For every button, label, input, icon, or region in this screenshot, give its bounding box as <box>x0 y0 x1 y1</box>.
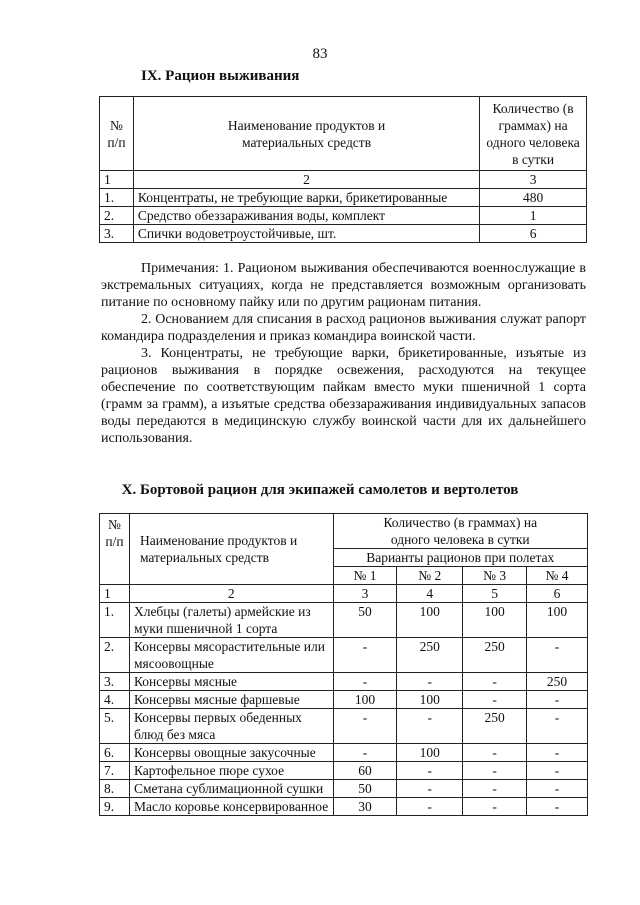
row-value: - <box>463 691 527 709</box>
header-variant-3: № 3 <box>463 567 527 585</box>
survival-ration-table <box>99 96 587 243</box>
row-num: 4. <box>100 691 130 709</box>
row-value: - <box>397 709 463 744</box>
row-value: - <box>463 798 527 816</box>
onboard-ration-table <box>99 513 588 816</box>
table-row <box>100 762 588 780</box>
row-num: 7. <box>100 762 130 780</box>
row-name: Хлебцы (галеты) армейские из муки пшеничной 1 сорта <box>129 603 333 638</box>
table-row <box>100 691 588 709</box>
row-value: - <box>397 780 463 798</box>
row-value: - <box>527 709 588 744</box>
col-number: 1 <box>100 171 134 189</box>
row-value: - <box>463 762 527 780</box>
row-num: 1. <box>100 189 134 207</box>
row-num: 6. <box>100 744 130 762</box>
row-value: 60 <box>333 762 397 780</box>
row-num: 3. <box>100 673 130 691</box>
col-number: 4 <box>397 585 463 603</box>
table-row <box>100 189 587 207</box>
header-name: Наименование продуктов и материальных средств <box>133 97 479 171</box>
header-variant-4: № 4 <box>527 567 588 585</box>
table-row <box>100 638 588 673</box>
table-row <box>100 798 588 816</box>
header-variant-2: № 2 <box>397 567 463 585</box>
row-value: - <box>527 638 588 673</box>
row-name: Сметана сублимационной сушки <box>129 780 333 798</box>
row-value: 250 <box>397 638 463 673</box>
row-name: Картофельное пюре сухое <box>129 762 333 780</box>
table-row <box>100 207 587 225</box>
row-value: - <box>333 673 397 691</box>
row-value: 100 <box>463 603 527 638</box>
row-num: 1. <box>100 603 130 638</box>
row-value: 100 <box>397 603 463 638</box>
row-name: Масло коровье консервированное <box>129 798 333 816</box>
row-value: 250 <box>463 638 527 673</box>
row-value: 50 <box>333 603 397 638</box>
row-value: 100 <box>333 691 397 709</box>
row-value: 30 <box>333 798 397 816</box>
col-number: 6 <box>527 585 588 603</box>
table-header-row <box>100 97 587 171</box>
note-1: Примечания: 1. Рационом выживания обеспечиваются военнослужащие в экстремальных ситуациях, когда не представляется возможным организовать питание по основному пайку или по другим рационам питания. <box>101 261 586 310</box>
row-num: 9. <box>100 798 130 816</box>
row-value: - <box>397 798 463 816</box>
row-value: - <box>463 780 527 798</box>
row-name: Концентраты, не требующие варки, брикетированные <box>133 189 479 207</box>
row-value: 250 <box>463 709 527 744</box>
row-name: Консервы мясные <box>129 673 333 691</box>
row-name: Консервы овощные закусочные <box>129 744 333 762</box>
row-num: 8. <box>100 780 130 798</box>
row-value: - <box>527 744 588 762</box>
row-num: 2. <box>100 207 134 225</box>
row-value: - <box>397 762 463 780</box>
table-row <box>100 780 588 798</box>
section-9-title: IX. Рацион выживания <box>141 68 300 84</box>
column-numbers-row <box>100 585 588 603</box>
row-value: 50 <box>333 780 397 798</box>
header-num: № п/п <box>100 514 130 585</box>
header-num: № п/п <box>100 97 134 171</box>
note-2: 2. Основанием для списания в расход рационов выживания служат рапорт командира подразделения и приказ командира воинской части. <box>101 312 586 344</box>
row-value: - <box>527 691 588 709</box>
row-name: Консервы мясные фаршевые <box>129 691 333 709</box>
row-value: 100 <box>397 691 463 709</box>
header-qty: Количество (в граммах) на одного человека в сутки <box>480 97 587 171</box>
row-value: - <box>333 709 397 744</box>
header-qty: Количество (в граммах) на одного человека в сутки <box>333 514 587 549</box>
table-row <box>100 744 588 762</box>
col-number: 2 <box>133 171 479 189</box>
row-qty: 1 <box>480 207 587 225</box>
row-num: 2. <box>100 638 130 673</box>
notes-block <box>101 260 586 447</box>
col-number: 1 <box>100 585 130 603</box>
row-qty: 480 <box>480 189 587 207</box>
row-num: 5. <box>100 709 130 744</box>
header-name: Наименование продуктов и материальных средств <box>129 514 333 585</box>
col-number: 3 <box>333 585 397 603</box>
row-name: Консервы мясорастительные или мясоовощные <box>129 638 333 673</box>
table-row <box>100 603 588 638</box>
page-number: 83 <box>312 46 328 62</box>
row-name: Спички водоветроустойчивые, шт. <box>133 225 479 243</box>
row-value: - <box>527 780 588 798</box>
section-10-title: X. Бортовой рацион для экипажей самолетов и вертолетов <box>121 482 519 498</box>
row-value: - <box>333 638 397 673</box>
row-value: - <box>463 673 527 691</box>
col-number: 3 <box>480 171 587 189</box>
row-value: 100 <box>527 603 588 638</box>
row-value: - <box>333 744 397 762</box>
table-row <box>100 225 587 243</box>
row-value: 250 <box>527 673 588 691</box>
row-qty: 6 <box>480 225 587 243</box>
row-value: 100 <box>397 744 463 762</box>
col-number: 5 <box>463 585 527 603</box>
header-variant-1: № 1 <box>333 567 397 585</box>
row-name: Консервы первых обеденных блюд без мяса <box>129 709 333 744</box>
header-variants: Варианты рационов при полетах <box>333 549 587 567</box>
row-num: 3. <box>100 225 134 243</box>
row-value: - <box>527 798 588 816</box>
row-name: Средство обеззараживания воды, комплект <box>133 207 479 225</box>
row-value: - <box>397 673 463 691</box>
col-number: 2 <box>129 585 333 603</box>
row-value: - <box>463 744 527 762</box>
table-row <box>100 709 588 744</box>
table-row <box>100 673 588 691</box>
table-header-row <box>100 514 588 549</box>
column-numbers-row <box>100 171 587 189</box>
note-3: 3. Концентраты, не требующие варки, брикетированные, изъятые из рационов выживания в порядке освежения, расходуются на текущее обеспечение по соответствующим пайкам вместо муки пшеничной 1 сорта (грамм за грамм), а изъятые средства обеззараживания индивидуальных запасов воды передаются в медицинскую службу воинской части для их дальнейшего использования. <box>101 346 586 446</box>
row-value: - <box>527 762 588 780</box>
